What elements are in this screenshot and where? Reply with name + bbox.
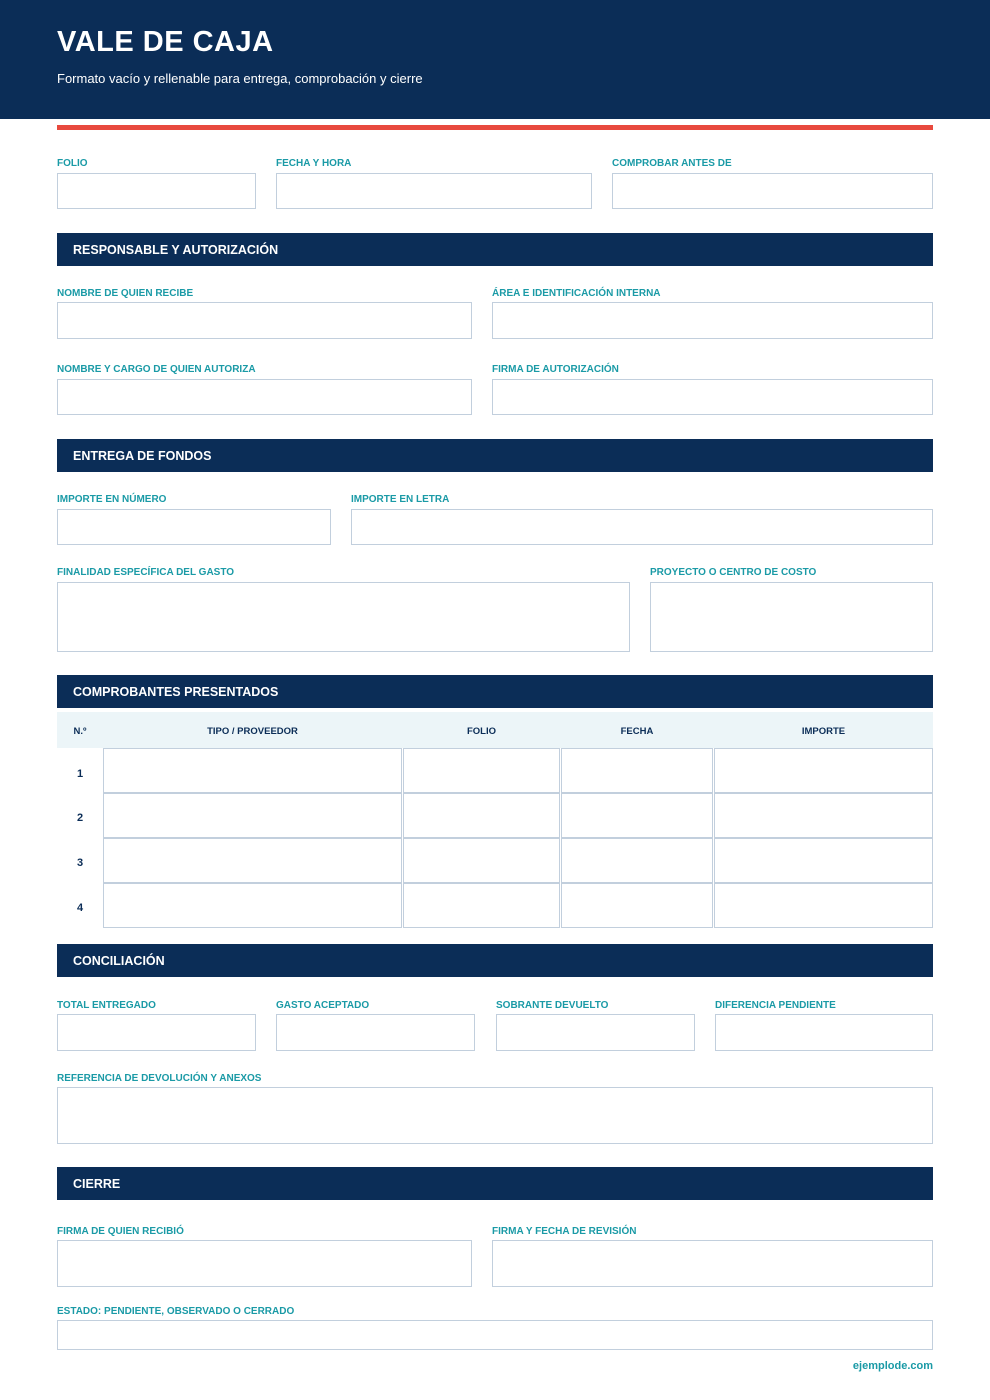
section-responsable (57, 233, 933, 266)
cell-folio-4[interactable] (403, 883, 560, 928)
row-number-2: 2 (76, 812, 84, 824)
total-entregado-input[interactable] (58, 1015, 255, 1050)
firma-autorizacion-field[interactable] (492, 379, 933, 415)
section-conciliacion (57, 944, 933, 977)
firma-autorizacion-label: FIRMA DE AUTORIZACIÓN (492, 364, 619, 375)
firma-recibio-field[interactable] (57, 1240, 472, 1287)
importe-numero-input[interactable] (58, 510, 330, 544)
importe-numero-label: IMPORTE EN NÚMERO (57, 494, 167, 505)
nombre-recibe-field[interactable] (57, 302, 472, 339)
total-entregado-field[interactable] (57, 1014, 256, 1051)
firma-autorizacion-input[interactable] (493, 380, 932, 414)
importe-letra-label: IMPORTE EN LETRA (351, 494, 450, 505)
folio-field[interactable] (57, 173, 256, 209)
cell-tipo-proveedor-3[interactable] (103, 838, 402, 883)
section-comprobantes-title: COMPROBANTES PRESENTADOS (73, 685, 279, 699)
finalidad-label: FINALIDAD ESPECÍFICA DEL GASTO (57, 567, 235, 578)
folio-label: FOLIO (57, 158, 88, 169)
firma-revision-input[interactable] (493, 1241, 932, 1286)
finalidad-textarea[interactable] (58, 583, 629, 651)
sobrante-devuelto-label: SOBRANTE DEVUELTO (496, 1000, 609, 1011)
cell-folio-3[interactable] (403, 838, 560, 883)
proyecto-field[interactable] (650, 582, 933, 652)
firma-recibio-input[interactable] (58, 1241, 471, 1286)
section-entrega-title: ENTREGA DE FONDOS (73, 449, 212, 463)
referencia-textarea[interactable] (58, 1088, 932, 1143)
nombre-autoriza-input[interactable] (58, 380, 471, 414)
section-comprobantes (57, 675, 933, 708)
fecha-hora-input[interactable] (277, 174, 591, 208)
proyecto-textarea[interactable] (651, 583, 932, 651)
sobrante-devuelto-field[interactable] (496, 1014, 695, 1051)
cell-folio-1[interactable] (403, 748, 560, 793)
accent-divider (57, 125, 933, 130)
cell-fecha-4[interactable] (561, 883, 713, 928)
diferencia-pendiente-field[interactable] (715, 1014, 933, 1051)
nombre-autoriza-field[interactable] (57, 379, 472, 415)
estado-field[interactable] (57, 1320, 933, 1350)
gasto-aceptado-field[interactable] (276, 1014, 475, 1051)
cell-importe-4[interactable] (714, 883, 933, 928)
finalidad-field[interactable] (57, 582, 630, 652)
cell-fecha-2[interactable] (561, 793, 713, 838)
page-header (0, 0, 990, 119)
nombre-recibe-label: NOMBRE DE QUIEN RECIBE (57, 288, 194, 299)
col-header-importe: IMPORTE (801, 726, 846, 737)
cell-fecha-3[interactable] (561, 838, 713, 883)
cell-tipo-proveedor-1[interactable] (103, 748, 402, 793)
cell-tipo-proveedor-4[interactable] (103, 883, 402, 928)
row-number-4: 4 (76, 902, 84, 914)
row-number-3: 3 (76, 857, 84, 869)
firma-revision-label: FIRMA Y FECHA DE REVISIÓN (492, 1226, 637, 1237)
col-header-fecha: FECHA (620, 726, 654, 737)
area-id-field[interactable] (492, 302, 933, 339)
col-header-folio: FOLIO (466, 726, 497, 737)
firma-recibio-label: FIRMA DE QUIEN RECIBIÓ (57, 1226, 184, 1237)
cell-tipo-proveedor-2[interactable] (103, 793, 402, 838)
estado-label: ESTADO: PENDIENTE, OBSERVADO O CERRADO (57, 1306, 295, 1317)
cell-importe-2[interactable] (714, 793, 933, 838)
section-cierre (57, 1167, 933, 1200)
referencia-field[interactable] (57, 1087, 933, 1144)
page-title: VALE DE CAJA (57, 26, 274, 58)
nombre-autoriza-label: NOMBRE Y CARGO DE QUIEN AUTORIZA (57, 364, 256, 375)
total-entregado-label: TOTAL ENTREGADO (57, 1000, 156, 1011)
comprobar-antes-input[interactable] (613, 174, 932, 208)
col-header-numero: N.º (73, 726, 87, 737)
cell-importe-1[interactable] (714, 748, 933, 793)
importe-numero-field[interactable] (57, 509, 331, 545)
col-header-tipo-proveedor: TIPO / PROVEEDOR (207, 726, 298, 737)
fecha-hora-field[interactable] (276, 173, 592, 209)
fecha-hora-label: FECHA Y HORA (276, 158, 352, 169)
firma-revision-field[interactable] (492, 1240, 933, 1287)
comprobar-antes-field[interactable] (612, 173, 933, 209)
section-responsable-title: RESPONSABLE Y AUTORIZACIÓN (73, 243, 279, 257)
gasto-aceptado-input[interactable] (277, 1015, 474, 1050)
diferencia-pendiente-input[interactable] (716, 1015, 932, 1050)
area-id-label: ÁREA E IDENTIFICACIÓN INTERNA (492, 288, 661, 299)
referencia-label: REFERENCIA DE DEVOLUCIÓN Y ANEXOS (57, 1073, 262, 1084)
diferencia-pendiente-label: DIFERENCIA PENDIENTE (715, 1000, 836, 1011)
page-subtitle: Formato vacío y rellenable para entrega, comprobación y cierre (57, 71, 423, 86)
footer-site: ejemplode.com (852, 1360, 933, 1372)
folio-input[interactable] (58, 174, 255, 208)
cell-folio-2[interactable] (403, 793, 560, 838)
nombre-recibe-input[interactable] (58, 303, 471, 338)
section-cierre-title: CIERRE (73, 1177, 121, 1191)
importe-letra-field[interactable] (351, 509, 933, 545)
row-number-1: 1 (76, 768, 84, 780)
gasto-aceptado-label: GASTO ACEPTADO (276, 1000, 370, 1011)
section-conciliacion-title: CONCILIACIÓN (73, 954, 165, 968)
area-id-input[interactable] (493, 303, 932, 338)
comprobar-antes-label: COMPROBAR ANTES DE (612, 158, 732, 169)
section-entrega (57, 439, 933, 472)
sobrante-devuelto-input[interactable] (497, 1015, 694, 1050)
cell-fecha-1[interactable] (561, 748, 713, 793)
proyecto-label: PROYECTO O CENTRO DE COSTO (650, 567, 817, 578)
importe-letra-input[interactable] (352, 510, 932, 544)
cell-importe-3[interactable] (714, 838, 933, 883)
estado-input[interactable] (58, 1321, 932, 1349)
